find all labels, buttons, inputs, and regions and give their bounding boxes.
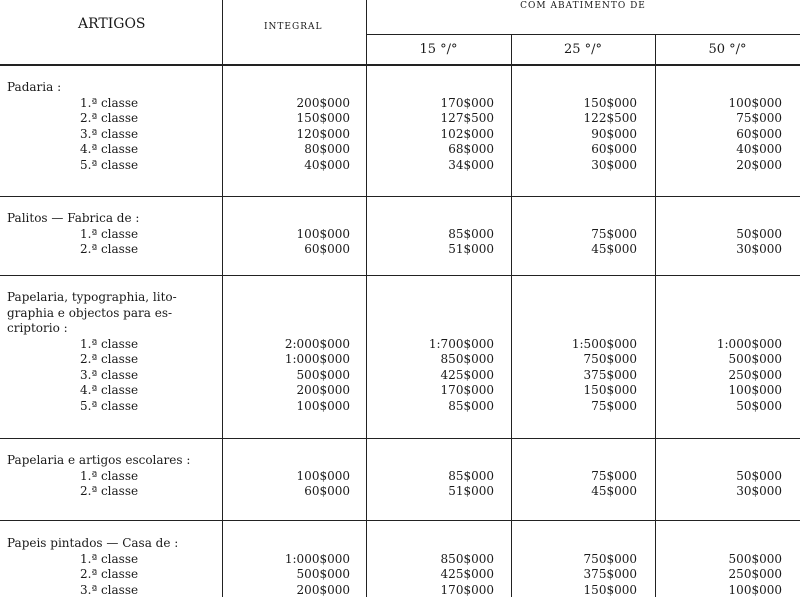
column-rule bbox=[366, 0, 367, 597]
value-cell: 150$000 bbox=[583, 582, 637, 597]
value-cell: 85$000 bbox=[448, 398, 494, 413]
value-cell: 500$000 bbox=[728, 352, 782, 366]
value-cell: 150$000 bbox=[583, 95, 637, 110]
section-rule bbox=[0, 275, 800, 276]
class-label: 5.ª classe bbox=[80, 398, 139, 413]
value-cell: 2:000$000 bbox=[284, 336, 350, 351]
value-cell: 30$000 bbox=[591, 157, 637, 172]
class-label: 4.ª classe bbox=[80, 142, 139, 156]
value-cell: 50$000 bbox=[736, 398, 782, 413]
value-cell: 375$000 bbox=[583, 367, 637, 382]
value-cell: 200$000 bbox=[296, 383, 350, 397]
value-cell: 500$000 bbox=[728, 551, 782, 566]
class-label: 1.ª classe bbox=[80, 226, 139, 241]
column-rule bbox=[511, 34, 512, 597]
value-cell: 80$000 bbox=[304, 142, 350, 156]
value-cell: 100$000 bbox=[728, 582, 782, 597]
value-cell: 1:500$000 bbox=[571, 336, 637, 351]
section-title: Palitos — Fabrica de : bbox=[7, 211, 140, 225]
value-cell: 750$000 bbox=[583, 352, 637, 366]
value-cell: 30$000 bbox=[736, 242, 782, 256]
value-cell: 1:000$000 bbox=[284, 551, 350, 566]
value-cell: 30$000 bbox=[736, 484, 782, 498]
value-cell: 34$000 bbox=[448, 157, 494, 172]
value-cell: 45$000 bbox=[591, 484, 637, 498]
value-cell: 375$000 bbox=[583, 567, 637, 581]
class-label: 2.ª classe bbox=[80, 484, 139, 498]
header-com-abatimento: COM ABATIMENTO DE bbox=[520, 1, 646, 11]
value-cell: 60$000 bbox=[304, 484, 350, 498]
value-cell: 127$500 bbox=[440, 111, 494, 125]
value-cell: 51$000 bbox=[448, 484, 494, 498]
value-cell: 50$000 bbox=[736, 226, 782, 241]
value-cell: 60$000 bbox=[304, 242, 350, 256]
value-cell: 170$000 bbox=[440, 582, 494, 597]
value-cell: 50$000 bbox=[736, 468, 782, 483]
value-cell: 85$000 bbox=[448, 226, 494, 241]
value-cell: 90$000 bbox=[591, 126, 637, 141]
value-cell: 425$000 bbox=[440, 567, 494, 581]
value-cell: 75$000 bbox=[591, 468, 637, 483]
value-cell: 20$000 bbox=[736, 157, 782, 172]
value-cell: 40$000 bbox=[304, 157, 350, 172]
value-cell: 150$000 bbox=[296, 111, 350, 125]
class-label: 3.ª classe bbox=[80, 367, 139, 382]
value-cell: 850$000 bbox=[440, 551, 494, 566]
value-cell: 150$000 bbox=[583, 383, 637, 397]
header-rule bbox=[366, 34, 800, 35]
value-cell: 85$000 bbox=[448, 468, 494, 483]
header-pct-25: 25 °/° bbox=[563, 42, 603, 57]
column-rule bbox=[222, 0, 223, 597]
value-cell: 40$000 bbox=[736, 142, 782, 156]
header-artigos: ARTIGOS bbox=[78, 16, 146, 32]
value-cell: 68$000 bbox=[448, 142, 494, 156]
column-rule bbox=[655, 34, 656, 597]
value-cell: 170$000 bbox=[440, 95, 494, 110]
value-cell: 100$000 bbox=[296, 398, 350, 413]
value-cell: 850$000 bbox=[440, 352, 494, 366]
value-cell: 1:000$000 bbox=[716, 336, 782, 351]
section-title: Papeis pintados — Casa de : bbox=[7, 536, 179, 550]
class-label: 4.ª classe bbox=[80, 383, 139, 397]
class-label: 3.ª classe bbox=[80, 126, 139, 141]
value-cell: 200$000 bbox=[296, 95, 350, 110]
class-label: 2.ª classe bbox=[80, 242, 139, 256]
section-rule bbox=[0, 196, 800, 197]
value-cell: 60$000 bbox=[736, 126, 782, 141]
class-label: 5.ª classe bbox=[80, 157, 139, 172]
value-cell: 200$000 bbox=[296, 582, 350, 597]
section-rule bbox=[0, 520, 800, 521]
section-title: Padaria : bbox=[7, 80, 62, 94]
value-cell: 102$000 bbox=[440, 126, 494, 141]
header-integral: INTEGRAL bbox=[264, 22, 323, 32]
section-rule bbox=[0, 438, 800, 439]
value-cell: 750$000 bbox=[583, 551, 637, 566]
section-title: Papelaria e artigos escolares : bbox=[7, 453, 191, 467]
value-cell: 75$000 bbox=[736, 111, 782, 125]
header-bottom-rule bbox=[0, 64, 800, 66]
value-cell: 500$000 bbox=[296, 567, 350, 581]
value-cell: 1:000$000 bbox=[284, 352, 350, 366]
class-label: 2.ª classe bbox=[80, 352, 139, 366]
class-label: 2.ª classe bbox=[80, 111, 139, 125]
class-label: 1.ª classe bbox=[80, 336, 139, 351]
class-label: 1.ª classe bbox=[80, 468, 139, 483]
section-title: criptorio : bbox=[7, 321, 68, 335]
value-cell: 51$000 bbox=[448, 242, 494, 256]
value-cell: 60$000 bbox=[591, 142, 637, 156]
value-cell: 250$000 bbox=[728, 567, 782, 581]
value-cell: 100$000 bbox=[728, 95, 782, 110]
section-title: graphia e objectos para es- bbox=[7, 305, 173, 320]
value-cell: 170$000 bbox=[440, 383, 494, 397]
class-label: 2.ª classe bbox=[80, 567, 139, 581]
value-cell: 75$000 bbox=[591, 226, 637, 241]
header-pct-15: 15 °/° bbox=[419, 42, 458, 57]
class-label: 1.ª classe bbox=[80, 551, 139, 566]
value-cell: 250$000 bbox=[728, 367, 782, 382]
value-cell: 122$500 bbox=[583, 111, 637, 125]
class-label: 3.ª classe bbox=[80, 582, 139, 597]
value-cell: 120$000 bbox=[296, 126, 350, 141]
value-cell: 45$000 bbox=[591, 242, 637, 256]
value-cell: 75$000 bbox=[591, 398, 637, 413]
section-title: Papelaria, typographia, lito- bbox=[7, 290, 177, 304]
value-cell: 100$000 bbox=[296, 468, 350, 483]
value-cell: 100$000 bbox=[728, 383, 782, 397]
value-cell: 100$000 bbox=[296, 226, 350, 241]
value-cell: 425$000 bbox=[440, 367, 494, 382]
value-cell: 500$000 bbox=[296, 367, 350, 382]
class-label: 1.ª classe bbox=[80, 95, 139, 110]
header-pct-50: 50 °/° bbox=[708, 42, 747, 57]
value-cell: 1:700$000 bbox=[428, 336, 494, 351]
